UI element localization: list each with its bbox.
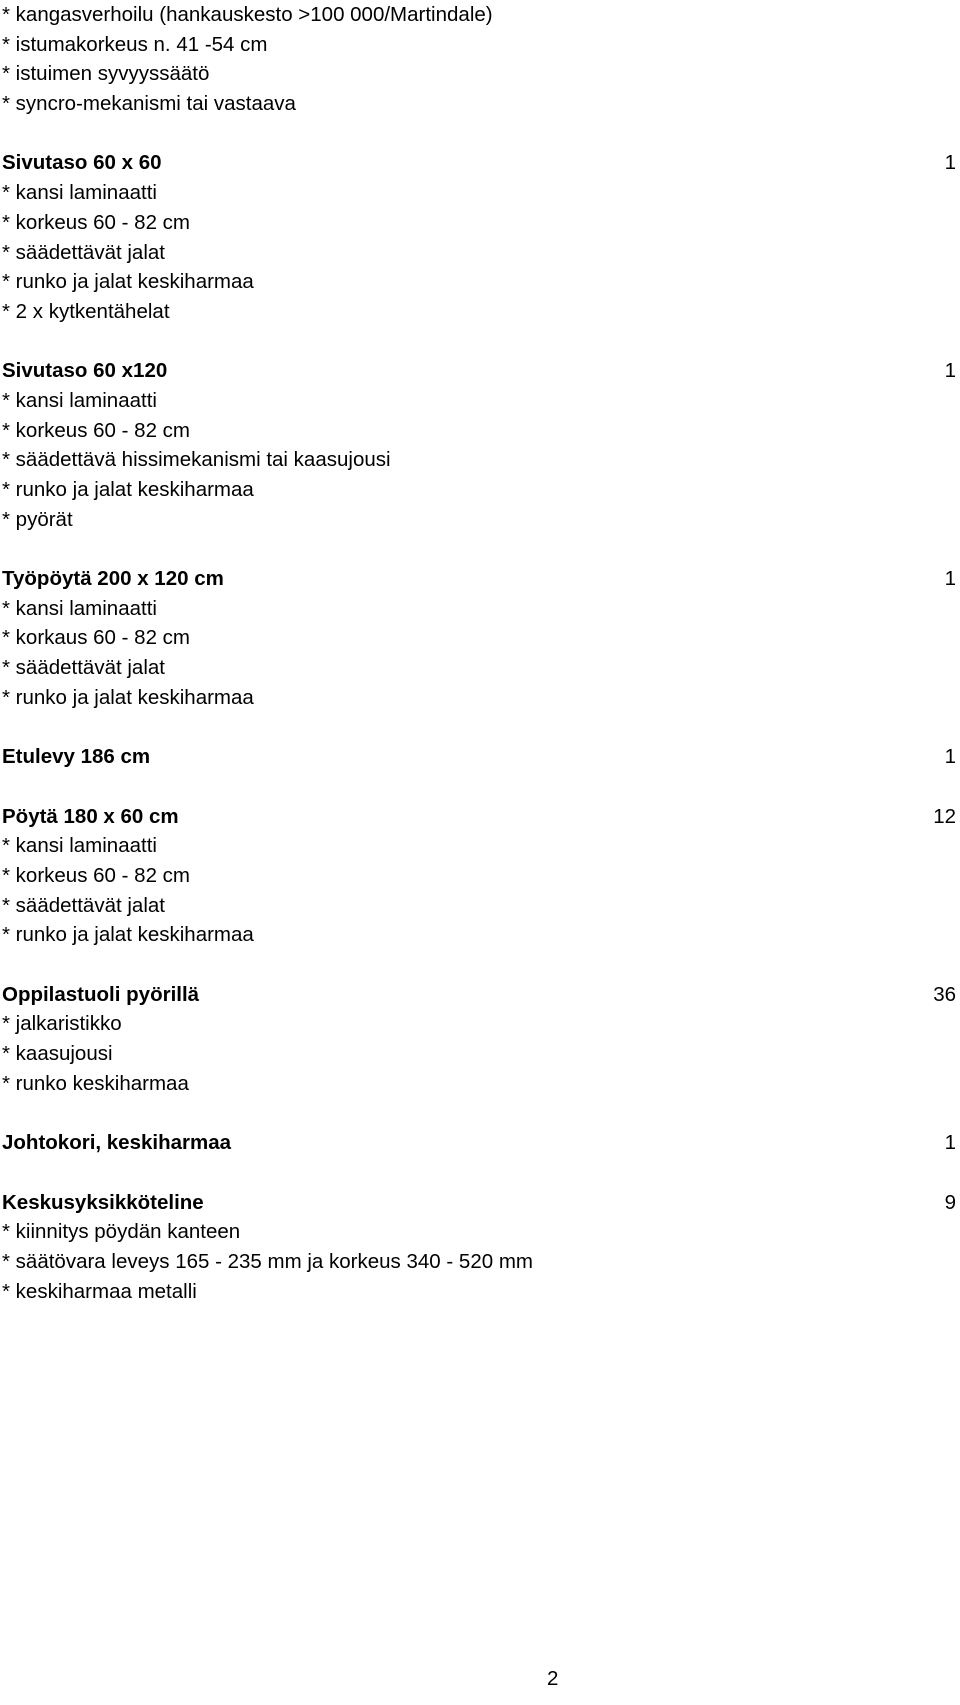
spec-line: * jalkaristikko (2, 1012, 122, 1036)
item-list (2, 119, 960, 1307)
item-title: Pöytä 180 x 60 cm (2, 804, 179, 828)
item-block (2, 1128, 960, 1158)
item-quantity: 1 (944, 567, 956, 591)
spec-line: * kansi laminaatti (2, 181, 157, 205)
spec-line: * säädettävät jalat (2, 656, 165, 680)
spec-line: * runko ja jalat keskiharmaa (2, 270, 254, 294)
item-block (2, 148, 960, 326)
item-heading (2, 742, 960, 772)
spec-line: * kansi laminaatti (2, 834, 157, 858)
spec-line: * keskiharmaa metalli (2, 1279, 197, 1303)
blank-spacer (2, 327, 960, 357)
spec-line: * kansi laminaatti (2, 596, 157, 620)
blank-spacer (2, 1098, 960, 1128)
item-quantity: 9 (944, 1190, 956, 1214)
item-quantity: 1 (944, 151, 956, 175)
spec-line: * runko ja jalat keskiharmaa (2, 685, 254, 709)
spec-line: * pyörät (2, 507, 73, 531)
item-quantity: 1 (944, 359, 956, 383)
item-block (2, 1188, 960, 1307)
item-block (2, 564, 960, 712)
item-heading (2, 980, 960, 1010)
item-quantity: 1 (944, 1131, 956, 1155)
item-block (2, 356, 960, 534)
blank-spacer (2, 950, 960, 980)
item-title: Etulevy 186 cm (2, 745, 151, 769)
spec-line: * korkeus 60 - 82 cm (2, 210, 190, 234)
spec-line: * kangasverhoilu (hankauskesto >100 000/Martindale) (2, 3, 493, 26)
spec-line: * kansi laminaatti (2, 388, 157, 412)
item-heading (2, 148, 960, 178)
spec-line: * kiinnitys pöydän kanteen (2, 1220, 241, 1244)
spec-line: * istuimen syvyyssäätö (2, 62, 210, 86)
item-block (2, 742, 960, 772)
item-title: Sivutaso 60 x120 (2, 359, 168, 383)
spec-line: * 2 x kytkentähelat (2, 299, 170, 323)
blank-spacer (2, 713, 960, 743)
spec-line: * kaasujousi (2, 1042, 113, 1066)
page-number: 2 (547, 1667, 559, 1690)
spec-line: * säädettävät jalat (2, 240, 165, 264)
item-heading (2, 564, 960, 594)
intro-specs (2, 0, 960, 119)
spec-line: * runko ja jalat keskiharmaa (2, 923, 254, 947)
item-quantity: 12 (933, 804, 956, 828)
spec-line: * korkeus 60 - 82 cm (2, 418, 190, 442)
blank-spacer (2, 1158, 960, 1188)
item-block (2, 980, 960, 1099)
item-heading (2, 802, 960, 832)
document-page (2, 0, 960, 1705)
item-heading (2, 1128, 960, 1158)
spec-line: * korkeus 60 - 82 cm (2, 863, 190, 887)
spec-line: * säätövara leveys 165 - 235 mm ja korkeus 340 - 520 mm (2, 1249, 533, 1273)
item-title: Sivutaso 60 x 60 (2, 151, 162, 175)
item-title: Keskusyksikköteline (2, 1190, 204, 1214)
spec-line: * runko ja jalat keskiharmaa (2, 478, 254, 501)
spec-line: * korkaus 60 - 82 cm (2, 626, 190, 650)
item-title: Oppilastuoli pyörillä (2, 982, 200, 1006)
spec-line: * istumakorkeus n. 41 -54 cm (2, 32, 268, 56)
item-heading (2, 1188, 960, 1218)
blank-spacer (2, 772, 960, 802)
blank-spacer (2, 119, 960, 149)
spec-line: * säädettävä hissimekanismi tai kaasujousi (2, 448, 391, 472)
spec-line: * syncro-mekanismi tai vastaava (2, 92, 296, 116)
item-title: Johtokori, keskiharmaa (2, 1131, 232, 1155)
blank-spacer (2, 534, 960, 564)
spec-line: * runko keskiharmaa (2, 1071, 189, 1095)
item-quantity: 36 (933, 982, 956, 1006)
item-title: Työpöytä 200 x 120 cm (2, 567, 224, 591)
item-block (2, 802, 960, 950)
item-quantity: 1 (944, 745, 956, 769)
item-heading (2, 356, 960, 386)
spec-line: * säädettävät jalat (2, 893, 165, 917)
